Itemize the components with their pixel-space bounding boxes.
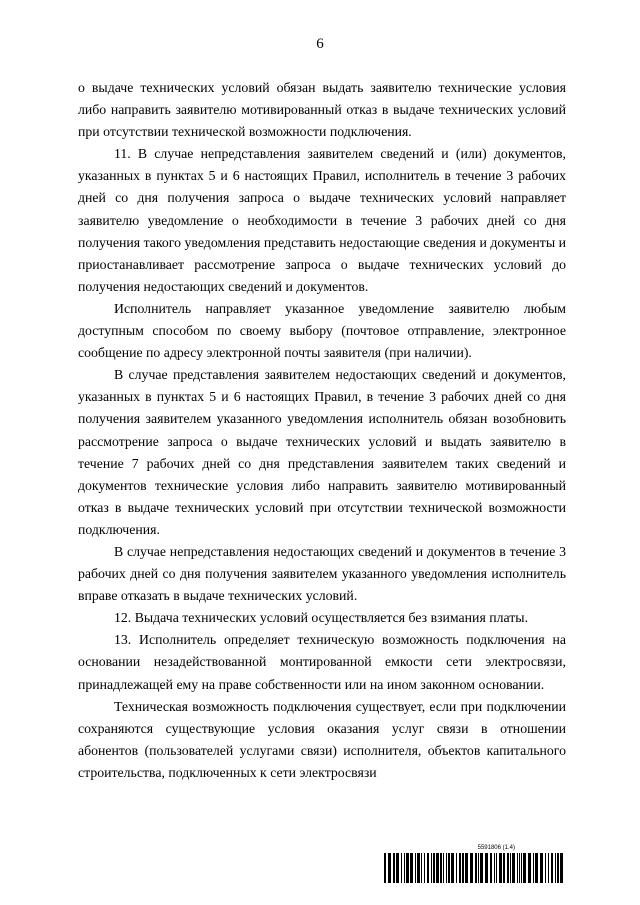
barcode-bar xyxy=(470,853,473,883)
barcode-bar xyxy=(396,853,399,883)
barcode-bar xyxy=(540,853,543,883)
barcode-bar xyxy=(475,853,477,883)
barcode-bar xyxy=(551,853,553,883)
barcode-bar xyxy=(415,853,416,883)
barcode-bar xyxy=(388,853,391,883)
paragraph-5: В случае непредставления недостающих сведений и документов в течение 3 рабочих дней со дня получения заявителем указанного уведомления исполнитель вправе отказать в выдаче технических условий. xyxy=(78,543,566,604)
barcode-bar xyxy=(560,853,563,883)
barcode-bar xyxy=(410,853,413,883)
barcode-bar xyxy=(533,853,534,883)
barcode-bar xyxy=(478,853,479,883)
paragraph-3: Исполнитель направляет указанное уведомление заявителю любым доступным способом по своему выбору (почтовое отправление, электронное сообщение по адресу электронной почты заявителя (при наличии). xyxy=(78,300,566,361)
barcode-bar xyxy=(507,853,509,883)
barcode-bar xyxy=(548,853,549,883)
paragraph-1: о выдаче технических условий обязан выдать заявителю технические условия либо направить заявителю мотивированный отказ в выдаче технических условий при отсутствии технической возможности подключения. xyxy=(78,80,566,140)
barcode-bar xyxy=(393,853,395,883)
barcode-bar xyxy=(451,853,454,883)
barcode-bar xyxy=(480,853,483,883)
barcode-bar xyxy=(401,853,402,883)
barcode-bar xyxy=(485,853,488,883)
barcode-bar xyxy=(519,853,520,883)
barcode-bar xyxy=(503,853,505,883)
barcode-bar xyxy=(535,853,538,883)
barcode-bar xyxy=(456,853,457,883)
barcode-bar xyxy=(436,853,439,883)
barcode-bar xyxy=(510,853,511,883)
paragraph-6: 12. Выдача технических условий осуществляется без взимания платы. xyxy=(114,610,529,626)
paragraph-8: Техническая возможность подключения существует, если при подключении сохраняются существующие условия оказания услуг связи в отношении абонентов (пользователей услугами связи) исполнителя, объектов капитального строительства, подключенных к сети электросвязи xyxy=(78,698,566,780)
barcode-bar xyxy=(521,853,522,883)
barcode-bar xyxy=(545,853,546,883)
barcode-bar xyxy=(557,853,559,883)
paragraph-2: 11. В случае непредставления заявителем сведений и (или) документов, указанных в пунктах 5 и 6 настоящих Правил, исполнитель в течение 3 рабочих дней со дня получения запроса о выдаче технических условий направляет заявителю уведомление о необходимости в течение 3 рабочих дней со дня получения такого уведомления представить недостающие сведения и документы и приостанавливает рассмотрение запроса о выдаче технических условий до получения недостающих сведений и документов. xyxy=(78,146,566,294)
barcode-bar xyxy=(406,853,409,883)
barcode-image xyxy=(384,853,565,883)
barcode-block xyxy=(384,844,565,883)
barcode-bar xyxy=(465,853,468,883)
barcode-bar xyxy=(462,853,464,883)
barcode-bar xyxy=(433,853,435,883)
barcode-bar xyxy=(512,853,515,883)
paragraph-4: В случае представления заявителем недостающих сведений и документов, указанных в пунктах 5 и 6 настоящих Правил, в течение 3 рабочих дней со дня получения заявителем указанного уведомления исполнитель обязан возобновить рассмотрение запроса о выдаче технических условий и выдать заявителю в течение 7 рабочих дней со дня представления заявителем таких сведений и документов технические условия либо направить заявителю мотивированный отказ в выдаче технических условий при отсутствии технической возможности подключения. xyxy=(78,367,566,537)
barcode-bar xyxy=(404,853,405,883)
barcode-bar xyxy=(459,853,461,883)
barcode-bar xyxy=(421,853,422,883)
barcode-bar xyxy=(448,853,450,883)
barcode-bar xyxy=(443,853,444,883)
barcode-bar xyxy=(427,853,429,883)
barcode-bar xyxy=(555,853,556,883)
barcode-bar xyxy=(528,853,531,883)
barcode-label: 5591806 (1.4) xyxy=(477,845,515,851)
barcode-bar xyxy=(384,853,386,883)
barcode-bar xyxy=(417,853,420,883)
barcode-bar xyxy=(499,853,502,883)
barcode-bar xyxy=(431,853,432,883)
barcode-bar xyxy=(523,853,526,883)
barcode-bar xyxy=(490,853,492,883)
barcode-bar xyxy=(517,853,518,883)
barcode-bar xyxy=(446,853,447,883)
barcode-bar xyxy=(440,853,442,883)
document-body xyxy=(78,77,566,784)
barcode-bar xyxy=(496,853,497,883)
barcode-bar xyxy=(494,853,495,883)
paragraph-7: 13. Исполнитель определяет техническую возможность подключения на основании незадействованной монтированной емкости сети электросвязи, принадлежащей ему на праве собственности или на ином законном основании. xyxy=(78,632,566,692)
barcode-bar xyxy=(424,853,425,883)
page-number: 6 xyxy=(316,36,324,52)
